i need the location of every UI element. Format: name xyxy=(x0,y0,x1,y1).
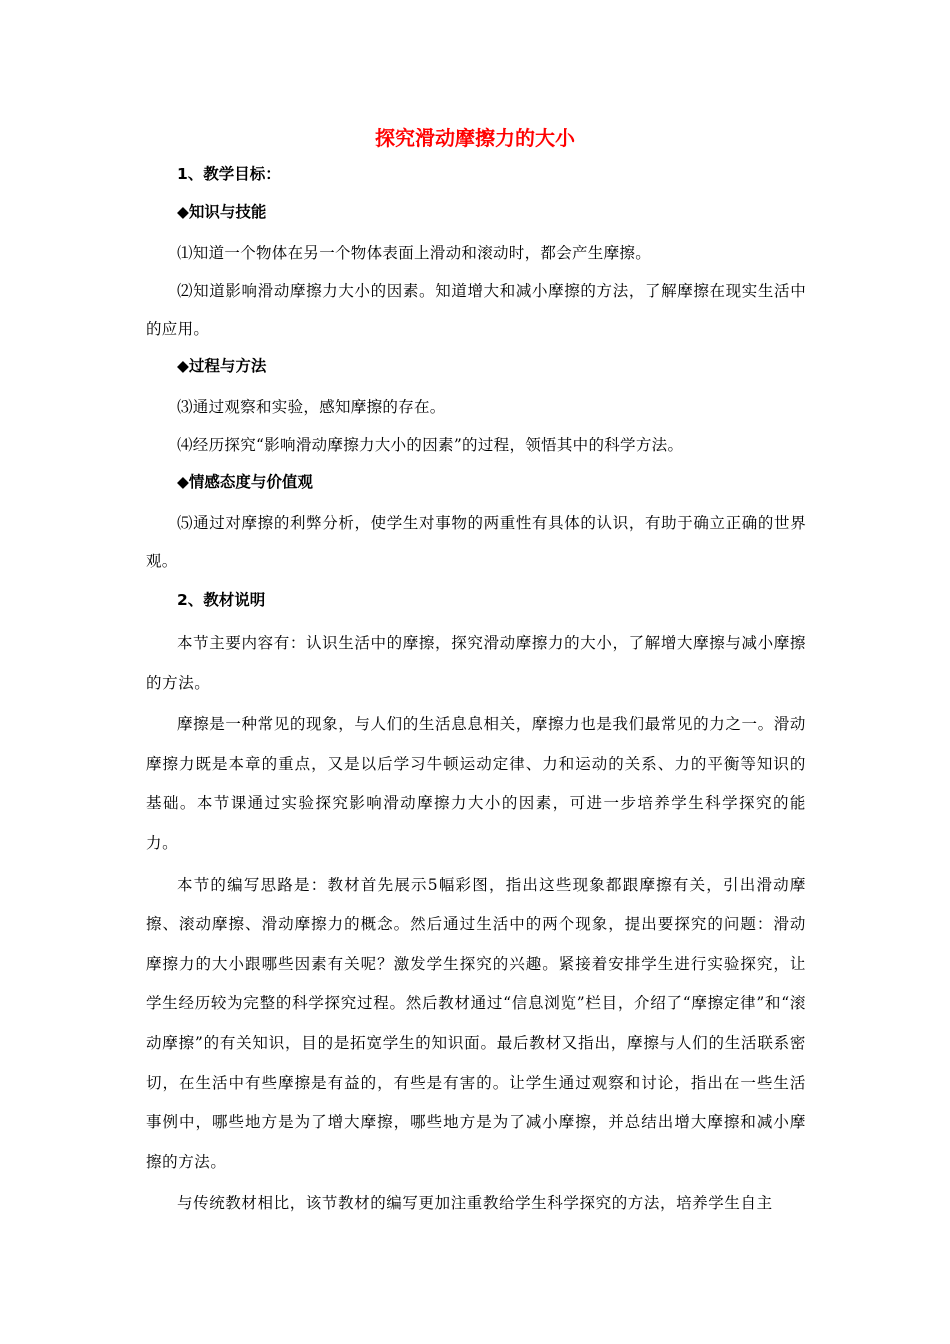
paragraph-4: 与传统教材相比，该节教材的编写更加注重教给学生科学探究的方法，培养学生自主 xyxy=(177,1194,773,1213)
section-heading-textbook: 2、教材说明 xyxy=(177,591,266,609)
section-heading-objectives: 1、教学目标： xyxy=(177,165,281,183)
paragraph-2: 摩擦是一种常见的现象，与人们的生活息息相关，摩擦力也是我们最常见的力之一。滑动摩擦力既是本章的重点，又是以后学习牛顿运动定律、力和运动的关系、力的平衡等知识的基础。本节课通过实验探究影响滑动摩擦力大小的因素，可进一步培养学生科学探究的能力。 xyxy=(146,715,806,852)
objective-item-4: ⑷经历探究“影响滑动摩擦力大小的因素”的过程，领悟其中的科学方法。 xyxy=(177,436,684,454)
page-title: 探究滑动摩擦力的大小 xyxy=(375,126,575,150)
objective-item-5: ⑸通过对摩擦的利弊分析，使学生对事物的两重性有具体的认识，有助于确立正确的世界观。 xyxy=(146,514,806,570)
paragraph-1: 本节主要内容有：认识生活中的摩擦，探究滑动摩擦力的大小，了解增大摩擦与减小摩擦的方法。 xyxy=(146,634,806,692)
objective-item-3: ⑶通过观察和实验，感知摩擦的存在。 xyxy=(177,398,446,416)
subheading-process-method: ◆过程与方法 xyxy=(177,357,267,375)
objective-item-1: ⑴知道一个物体在另一个物体表面上滑动和滚动时，都会产生摩擦。 xyxy=(177,244,652,262)
subheading-attitude-values: ◆情感态度与价值观 xyxy=(177,473,313,491)
document-body xyxy=(146,160,806,1224)
paragraph-3: 本节的编写思路是：教材首先展示5幅彩图，指出这些现象都跟摩擦有关，引出滑动摩擦、滚动摩擦、滑动摩擦力的概念。然后通过生活中的两个现象，提出要探究的问题：滑动摩擦力的大小跟哪些因素有关呢？激发学生探究的兴趣。紧接着安排学生进行实验探究，让学生经历较为完整的科学探究过程。然后教材通过“信息浏览”栏目，介绍了“摩擦定律”和“滚动摩擦”的有关知识，目的是拓宽学生的知识面。最后教材又指出，摩擦与人们的生活联系密切，在生活中有些摩擦是有益的，有些是有害的。让学生通过观察和讨论，指出在一些生活事例中，哪些地方是为了增大摩擦，哪些地方是为了减小摩擦，并总结出增大摩擦和减小摩擦的方法。 xyxy=(146,875,806,1171)
objective-item-2: ⑵知道影响滑动摩擦力大小的因素。知道增大和减小摩擦的方法，了解摩擦在现实生活中的应用。 xyxy=(146,282,806,338)
subheading-knowledge-skills: ◆知识与技能 xyxy=(177,203,267,221)
